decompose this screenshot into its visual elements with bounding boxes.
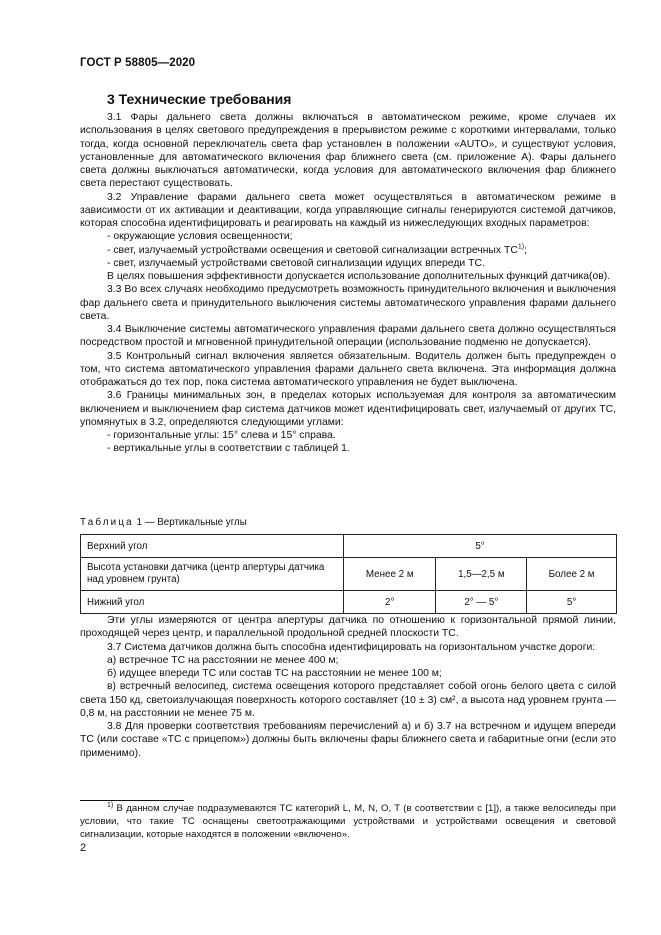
document-header: ГОСТ Р 58805—2020 bbox=[80, 57, 196, 69]
table-cell: Менее 2 м bbox=[344, 558, 436, 591]
table-cell: Более 2 м bbox=[527, 558, 617, 591]
list-item-b: б) идущее впереди ТС или состав ТС на расстоянии не менее 100 м; bbox=[107, 668, 442, 679]
table-cell: 5° bbox=[344, 535, 617, 558]
paragraph-3-2: 3.2 Управление фарами дальнего света может осуществляться в автоматическом режиме в зависимости от их активации и деактивации, когда управляющие сигналы генерируются системой датчиков, которая способна идентифицировать и реагировать на каждый из нижеследующих входных параметров: bbox=[80, 191, 616, 229]
table-row bbox=[81, 591, 617, 614]
paragraph-3-8: 3.8 Для проверки соответствия требованиям перечислений а) и б) 3.7 на встречном и идущем впереди ТС (или составе «ТС с прицепом») должны быть включены фары ближнего света и габаритные огни (если это применимо). bbox=[80, 721, 616, 759]
list-item-dash: - окружающие условия освещенности; bbox=[107, 231, 293, 243]
table-cell: Нижний угол bbox=[81, 591, 344, 614]
page-number: 2 bbox=[80, 842, 87, 854]
table-cell: 2° — 5° bbox=[436, 591, 527, 614]
list-item-dash: - горизонтальные углы: 15° слева и 15° справа. bbox=[107, 430, 336, 441]
list-item-a: а) встречное ТС на расстоянии не менее 400 м; bbox=[107, 654, 339, 666]
table-cell: 1,5—2,5 м bbox=[436, 558, 527, 591]
paragraph-3-6: 3.6 Границы минимальных зон, в пределах которых используемая для контроля за автоматическим включением и выключением фар система датчиков может идентифицировать свет, излучаемый от других ТС, упомянутых в 3.2, определяются следующими углами: bbox=[80, 390, 616, 428]
paragraph-efficiency: В целях повышения эффективности допускается использование дополнительных функций датчика(ов). bbox=[107, 271, 611, 282]
table-row bbox=[81, 558, 617, 591]
body-text-upper bbox=[80, 111, 616, 456]
list-item-dash: - свет, излучаемый устройствами освещения и световой сигнализации встречных ТС$^{1)}$; bbox=[107, 243, 527, 256]
table-caption: Таблица 1 — Вертикальные углы bbox=[80, 517, 247, 528]
list-item-dash: - свет, излучаемый устройствами световой сигнализации идущих впереди ТС. bbox=[107, 257, 485, 269]
footnote-divider bbox=[80, 800, 184, 801]
footnote-ref: 1) bbox=[517, 243, 525, 251]
table-row bbox=[81, 535, 617, 558]
list-item-c: в) встречный велосипед, система освещения которого представляет собой огонь белого цвета с силой света 150 кд, светоизлучающая поверхность которого составляет (10 ± 3) см², а высота над уровнем грунта — 0,8 м, на расстоянии не менее 75 м. bbox=[80, 681, 616, 719]
table-cell: Высота установки датчика (центр апертуры датчика над уровнем грунта) bbox=[81, 558, 344, 591]
body-text-lower bbox=[80, 614, 616, 760]
paragraph-3-1: 3.1 Фары дальнего света должны включаться в автоматическом режиме, кроме случаев их использования в целях светового предупреждения в прерывистом режиме с короткими интервалами, только тогда, когда основной переключатель света фар установлен в положении «AUTO», и существуют условия, установленные для автоматического включения фар ближнего света (см. приложение А). Фары дальнего света должны выключаться автоматически, когда условия для автоматического включения фар ближнего света перестают существовать. bbox=[80, 112, 616, 190]
paragraph-angles: Эти углы измеряются от центра апертуры датчика по отношению к горизонтальной прямой линии, проходящей через центр, и параллельной продольной средней плоскости ТС. bbox=[80, 615, 616, 640]
paragraph-3-7: 3.7 Система датчиков должна быть способна идентифицировать на горизонтальном участке дороги: bbox=[107, 641, 596, 653]
table-cell: Верхний угол bbox=[81, 535, 344, 558]
paragraph-3-4: 3.4 Выключение системы автоматического управления фарами дальнего света должно осуществляться посредством простой и мгновенной принудительной операции (использование подменю не допускается). bbox=[80, 324, 616, 349]
table-cell: 5° bbox=[527, 591, 617, 614]
footnote-marker: 1) bbox=[107, 801, 114, 809]
paragraph-3-3: 3.3 Во всех случаях необходимо предусмотреть возможность принудительного включения и выключения фар дальнего света и принудительного выключения системы автоматического управления фарами дальнего света. bbox=[80, 284, 616, 322]
footnote: $^{1)}$ В данном случае подразумеваются ТС категорий L, M, N, O, T (в соответствии с [1]), а также велосипеды при условии, что такие ТС оснащены светоотражающими устройствами и устройствами освещения и световой сигнализации, которые находятся в положении «включено». bbox=[80, 801, 616, 840]
list-item-dash: - вертикальные углы в соответствии с таблицей 1. bbox=[107, 443, 350, 455]
vertical-angles-table bbox=[80, 534, 617, 614]
section-title: 3 Технические требования bbox=[107, 91, 292, 107]
paragraph-3-5: 3.5 Контрольный сигнал включения является обязательным. Водитель должен быть предупрежден о том, что система автоматического управления фарами дальнего света включена. Эта информация должна отображаться до тех пор, пока система автоматического управления не будет выключена. bbox=[80, 350, 616, 388]
table-cell: 2° bbox=[344, 591, 436, 614]
